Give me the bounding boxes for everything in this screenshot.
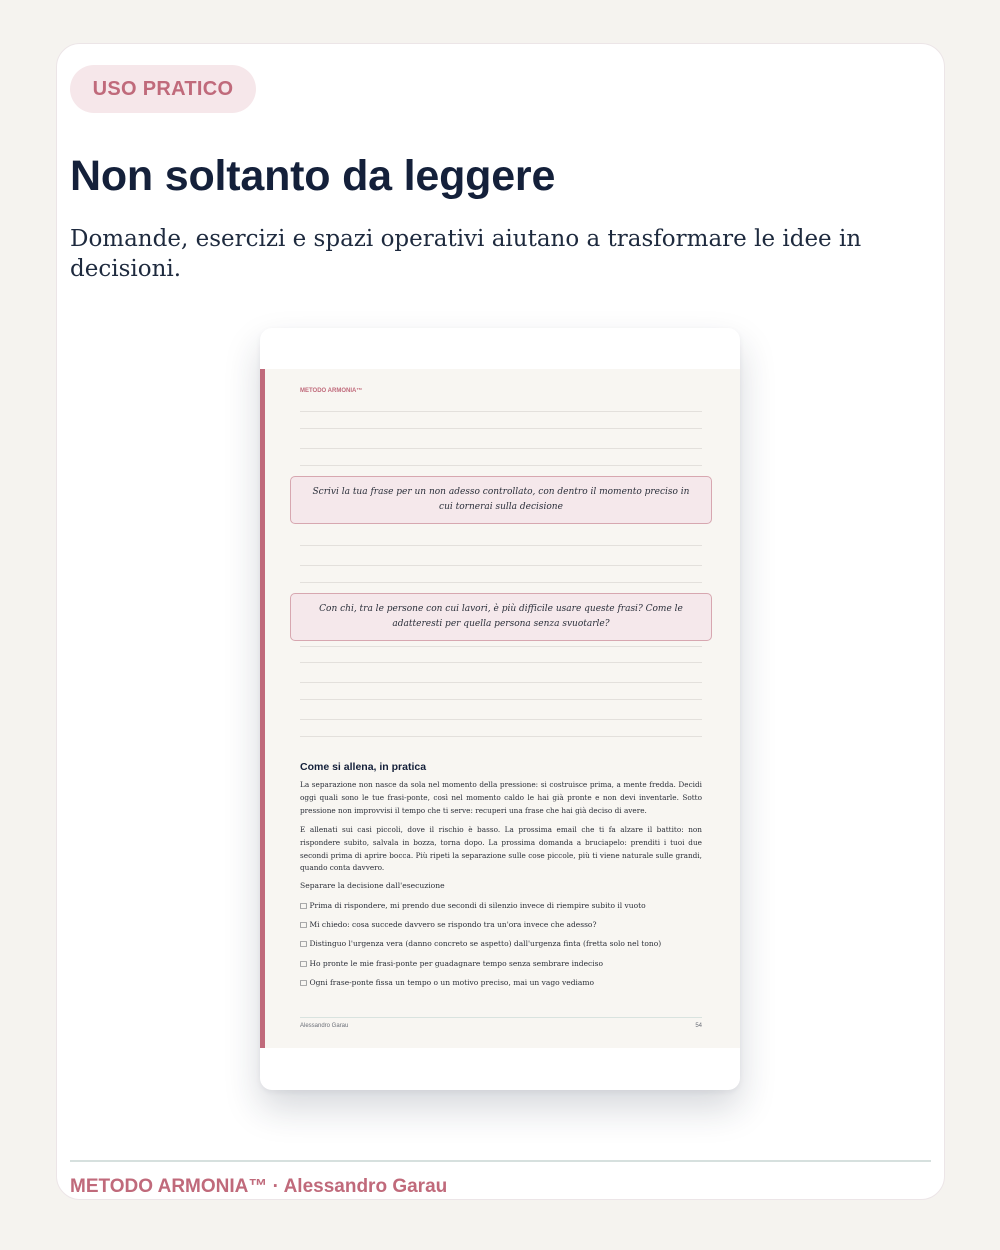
checklist-item: □ Distinguo l'urgenza vera (danno concreto se aspetto) dall'urgenza finta (fretta solo nel tono) bbox=[300, 939, 662, 948]
exercise-prompt bbox=[290, 476, 712, 524]
accent-bar bbox=[260, 369, 265, 1048]
reflection-prompt-text: Con chi, tra le persone con cui lavori, è più difficile usare queste frasi? Come le adatteresti per quella persona senza svuotarle? bbox=[319, 604, 683, 629]
reflection-prompt bbox=[290, 593, 712, 641]
writing-line bbox=[300, 682, 702, 683]
writing-line bbox=[300, 582, 702, 583]
writing-line bbox=[300, 465, 702, 466]
page-subtitle: Domande, esercizi e spazi operativi aiutano a trasformare le idee in decisioni. bbox=[70, 226, 862, 282]
writing-line bbox=[300, 736, 702, 737]
page-brand: METODO ARMONIA™ bbox=[300, 388, 363, 394]
paragraph: E allenati sui casi piccoli, dove il rischio è basso. La prossima email che ti fa alzare il battito: non rispondere subito, salvala in bozza, torna dopo. La prossima domanda a bruciapelo: prenditi i tuoi due secondi prima di aprire bocca. Più ripeti la separazione sulle cose piccole, più ti viene naturale sulle grandi, quando conta davvero. bbox=[300, 825, 702, 873]
writing-line bbox=[300, 411, 702, 412]
writing-line bbox=[300, 545, 702, 546]
writing-line bbox=[300, 646, 702, 647]
writing-line bbox=[300, 428, 702, 429]
footer-credit: METODO ARMONIA™ · Alessandro Garau bbox=[70, 1176, 448, 1197]
page-footer-author: Alessandro Garau bbox=[300, 1023, 349, 1029]
page-footer-rule bbox=[300, 1017, 702, 1018]
writing-line bbox=[300, 719, 702, 720]
page-preview bbox=[260, 328, 740, 1090]
writing-line bbox=[300, 699, 702, 700]
page-sheet bbox=[260, 369, 740, 1048]
page-title: Non soltanto da leggere bbox=[70, 152, 556, 200]
category-badge: USO PRATICO bbox=[70, 65, 256, 113]
checklist-item: □ Ogni frase-ponte fissa un tempo o un motivo preciso, mai un vago vediamo bbox=[300, 978, 595, 987]
checklist-item: □ Prima di rispondere, mi prendo due secondi di silenzio invece di riempire subito il vuoto bbox=[300, 901, 646, 910]
page-number: 54 bbox=[695, 1023, 702, 1029]
checklist-item: □ Mi chiedo: cosa succede davvero se rispondo tra un'ora invece che adesso? bbox=[300, 920, 597, 929]
checklist-title: Separare la decisione dall'esecuzione bbox=[300, 881, 445, 890]
exercise-prompt-text: Scrivi la tua frase per un non adesso controllato, con dentro il momento preciso in cui tornerai sulla decisione bbox=[312, 487, 690, 512]
section-title: Come si allena, in pratica bbox=[300, 761, 427, 773]
writing-line bbox=[300, 662, 702, 663]
writing-line bbox=[300, 565, 702, 566]
paragraph: La separazione non nasce da sola nel momento della pressione: si costruisce prima, a mente fredda. Decidi oggi quali sono le tue frasi-ponte, così nel momento caldo le hai già pronte e non devi inventarle. Sotto pressione non improvvisi il tempo che ti serve: recuperi una frase che hai già deciso di avere. bbox=[300, 780, 702, 815]
footer-divider bbox=[70, 1160, 931, 1162]
writing-line bbox=[300, 448, 702, 449]
checklist-item: □ Ho pronte le mie frasi-ponte per guadagnare tempo senza sembrare indeciso bbox=[300, 959, 604, 968]
